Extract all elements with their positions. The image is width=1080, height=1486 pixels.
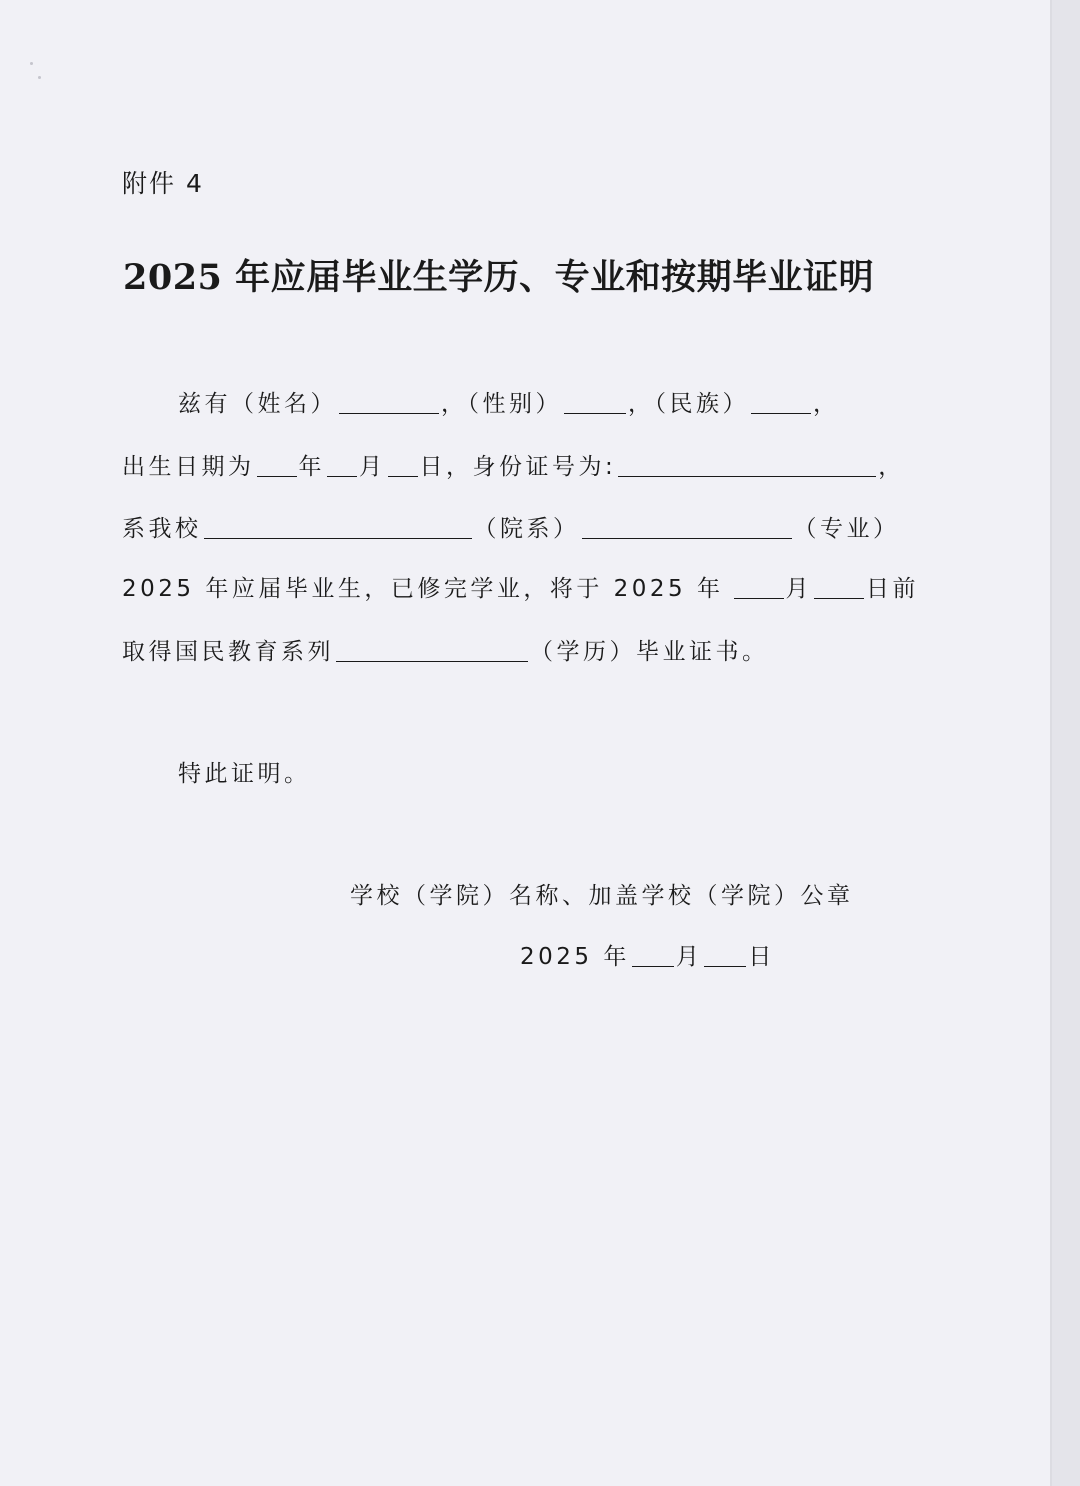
school-label: 系我校 [122,516,202,542]
paper-speck [38,76,41,79]
birth-year-blank [257,454,297,477]
line-comma: ， [878,454,905,480]
ethnicity-blank [751,391,811,414]
year-label: 年 [298,454,325,480]
department-blank [204,516,472,539]
signature-month-blank [632,944,674,967]
major-blank [582,516,792,539]
signature-month-label: 月 [675,944,703,970]
ethnicity-label: ，（民族） [628,391,749,417]
body-line-name-gender-ethnicity [178,385,840,418]
signature-year: 2025 年 [520,944,630,970]
education-level-blank [336,639,528,662]
id-number-label: 日，身份证号为: [419,454,617,480]
graduation-month-blank [734,576,784,599]
gender-label: ，（性别） [441,391,562,417]
signature-day-blank [704,944,746,967]
graduation-statement: 2025 年应届毕业生，已修完学业，将于 2025 年 [122,576,724,602]
certificate-label: （学历）毕业证书。 [530,639,769,665]
name-label: 兹有（姓名） [178,391,337,417]
day-before-label: 日前 [866,576,919,602]
id-number-blank [618,454,876,477]
signature-school-seal: 学校（学院）名称、加盖学校（学院）公章 [350,883,854,909]
body-line-birthdate-id [122,448,905,481]
line-comma: ， [813,391,840,417]
birthdate-label: 出生日期为 [122,454,255,480]
signature-day-label: 日 [748,944,775,970]
document-title: 2025 年应届毕业生学历、专业和按期毕业证明 [123,257,875,298]
department-label: （院系） [473,516,580,542]
signature-date [520,938,775,971]
gender-blank [564,391,626,414]
birth-day-blank [388,454,418,477]
body-line-certificate [122,633,769,666]
birth-month-blank [327,454,357,477]
body-line-graduation-date [122,570,919,603]
education-series-label: 取得国民教育系列 [122,639,334,665]
name-blank [339,391,439,414]
attachment-label: 附件 4 [122,169,204,198]
month-label: 月 [785,576,812,602]
major-label: （专业） [793,516,900,542]
paper-speck [30,62,33,65]
body-line-department-major [122,510,900,543]
closing-statement: 特此证明。 [178,761,311,787]
graduation-day-blank [814,576,864,599]
scan-edge [1052,0,1080,1486]
month-label: 月 [359,454,386,480]
